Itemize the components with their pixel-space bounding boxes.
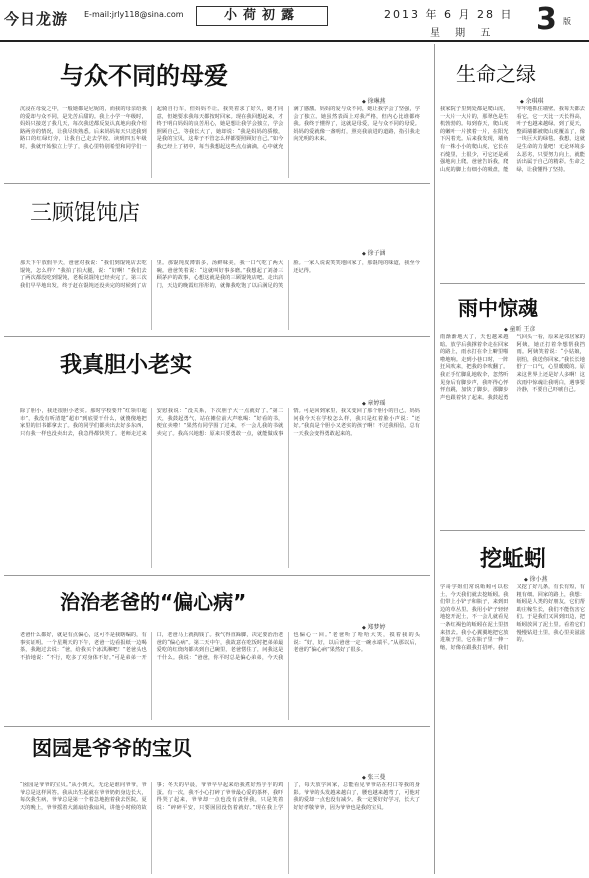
article-byline: ◆ 徐小燕 — [524, 574, 547, 583]
article-body: 学哥学姐们常说蚯蚓可以松土，今天我们就去挖蚯蚓。我们带上小铲子和瓶子，来到田边的草丛里。我用小铲子轻轻地挖开泥土，不一会儿就看见一条红褐色的蚯蚓在泥土里扭来扭去。我小心翼翼地把它放进瓶子里，它在瓶子里一伸一缩，好像在跟我打招呼。我们又挖了好几条，有长有短，有粗有细。回家的路上，我想：蚯蚓是人类的好朋友，它们帮助庄稼生长，我们不能伤害它们。于是我们又回到田边，把蚯蚓放回了泥土里。看着它们慢慢钻进土里，我心里美滋滋的。 — [440, 584, 585, 651]
article-title: 挖蚯蚓 — [480, 547, 547, 572]
article-byline: ◆ 童昕 王彦 — [504, 324, 535, 333]
article-byline: ◆ 余琪琪 — [520, 96, 543, 105]
article-title: 我真胆小老实 — [60, 353, 193, 378]
article-title: 三顾馄饨店 — [30, 201, 141, 226]
section-name: 小荷初露 — [196, 6, 328, 26]
article-divider — [4, 575, 430, 576]
article-divider — [4, 726, 430, 727]
article-byline: ◆ 章婷瑶 — [362, 398, 385, 407]
article-body: 那天下午放假半天，爸爸对我说：“我们到馄饨店去吃馄饨，怎么样？”我拍了拍大腿，说：“好啊！”我们去了两次都没吃到馄饨，老板说馄饨已经卖完了。第三次我们早早地出发，终于赶在馄饨还没卖完的时候到了店里。那馄饨皮薄馅多，汤鲜味美，我一口气吃了两大碗。爸爸笑着说：“这就叫好事多磨。”我想起了刘备三顾茅庐的故事，心想这就是我的三顾馄饨店吧。走出店门，天边的晚霞红彤彤的，就像我吃饱了以后满足的笑脸。一家人说说笑笑地回家了，那馄饨的味道，我至今还记得。 — [20, 260, 420, 289]
article-divider — [4, 336, 430, 337]
article-divider — [440, 283, 585, 284]
article-title: 囡园是爷爷的宝贝 — [32, 736, 192, 760]
page-header — [0, 0, 589, 42]
article-byline: ◆ 张三曼 — [362, 772, 385, 781]
article-body: 除了胆小，我还很胆小老实。那时学校要开“红领巾超市”，我没有听清楚“超市”到底要干什么，就傻傻地把家里的旧书都拿去了。我的同学们都卖出去好多东西，只有我一样也没卖出去，我急得都快哭了。老师走过来安慰我说：“没关系，下次胆子大一点就好了。”第二天，我鼓起勇气，站在摊位前大声吆喝：“好看的书，便宜卖啦！”果然有同学围了过来，不一会儿我的书就卖完了。我高兴地想：原来只要勇敢一点，就能做成事情。可是回到家里，我又变回了那个胆小的自己，妈妈问我今天在学校怎么样，我只是红着脸小声说：“还好。”我真是个胆小又老实的孩子啊！不过我相信，总有一天我会变得勇敢起来的。 — [20, 408, 420, 437]
column-name: 今日龙游 — [4, 10, 69, 28]
article-title: 雨中惊魂 — [458, 296, 538, 320]
article-title: 生命之绿 — [456, 62, 536, 86]
header-divider — [0, 40, 589, 42]
article-body: “囡园是爷爷的宝贝。”从小到大，无论是谁问爷爷，爷爷总是这样回答。我从出生起就在爷爷奶奶身边长大，每次我生病，爷爷总是第一个着急地抱着我去医院。夏天的晚上，爷爷摇着大蒲扇给我扇风，讲他小时候的故事；冬天的早晨，爷爷早早起来给我煮好热乎乎的鸡蛋。有一次，我不小心打碎了爷爷最心爱的茶杯，我吓得哭了起来，爷爷却一点也没有责怪我，只是笑着说：“碎碎平安，只要囡园没伤着就好。”现在我上学了，每天放学回家，总能看见爷爷站在村口等我的身影。爷爷的头发越来越白了，腰也越来越弯了，可他对我的爱却一点也没有减少。我一定要好好学习，长大了好好孝敬爷爷，因为爷爷也是我的宝贝。 — [20, 782, 420, 811]
article-body: 沉浸在母爱之中，一般她都是尼妮的，而我的母亲给我的爱却与众不同，是先苦后甜的。我上小学一年级时，妈妈只接送了我几天，每次我送都反复认真地向我介绍路两旁的情况，让我尽快熟悉。后来妈妈每天只送我到路口的红绿灯旁，让我自己走去学校。读到四五年级时，我就开始独立上学了，我心里特别希望和同学们一起骑自行车，但妈妈不让。我哭着求了好久，她才同意，但她要求我每天都按时回家。现在我回想起来，才终于明白妈妈的良苦用心，她是想让我学会独立，学会照顾自己。等我长大了，她却说：“我是妈妈的骄傲，是我的宝贝，这辈子不管怎么样都要照顾好自己。”如今我已经上了初中，每当我想起这些点点滴滴，心中就充满了感激。妈妈的爱与众不同，她让我学会了坚强，学会了独立。她虽然表面上对我严格，但内心比谁都疼我。我终于懂得了，这就是母爱，是与众不同的母爱。妈妈的爱就像一盏明灯，照亮我前进的道路，指引我走向光明的未来。 — [20, 106, 420, 150]
article-byline: ◆ 郑梦婷 — [362, 622, 385, 631]
article-divider — [440, 530, 585, 531]
article-body: 雨渐渐地大了，天也越来越暗。放学后我撑着伞走在回家的路上，雨水打在伞上噼里啪啦地响。走到小巷口时，一阵狂风吹来，把我的伞吹翻了。我正手忙脚乱地收伞，忽然听见身后有脚步声，我吓得心怦怦直跳，加快了脚步。那脚步声也跟着快了起来。我鼓起勇气回头一看，原来是邻居家的阿姨，她正打着伞想帮我挡雨。阿姨笑着说：“小姑娘，别怕，我送你回家。”我长长地舒了一口气，心里暖暖的。原来这世界上还是好人多啊！这次雨中惊魂让我明白，遇事要冷静，不要自己吓唬自己。 — [440, 334, 585, 401]
issue-date: 2013 年 6 月 28 日 — [384, 8, 514, 21]
article-body: 我家院子里到处都是爬山虎，一大片一大片的，那翠色是生机勃勃的。每到春天，爬山虎的嫩叶一片挨着一片，在阳光下闪着光。后来我发现，墙角有一株小小的爬山虎，它长在石缝里，土很少，可它还是顽强地向上爬。爸爸告诉我，爬山虎的脚上有细小的吸盘，能牢牢地抓住墙壁。我每天都去看它，它一天比一天长得高，叶子也越来越绿。到了夏天，整面墙都被爬山虎覆盖了，像一块巨大的绿毯。我想，这就是生命的力量吧！无论环境多么恶劣，只要努力向上，就能活出属于自己的精彩。生命之绿，让我懂得了坚持。 — [440, 106, 585, 173]
page-suffix: 版 — [563, 17, 571, 26]
page-number: 3 — [536, 2, 557, 37]
column-divider — [434, 44, 435, 874]
article-title: 与众不同的母爱 — [60, 62, 228, 90]
email-address[interactable]: E-mail:jrly118@sina.com — [84, 10, 184, 19]
article-body: 老爸什么都好，就是有点偏心，这可不是我瞎编的，有事实证明。一个星期天的下午，老爸一边看报纸一边喝茶，我跑过去说：“爸，给我买个冰淇淋吧！”老爸头也不抬地说：“不行，吃多了对身体不好。”可是弟弟一开口，老爸马上就掏钱了。我气得直跺脚，决定要治治老爸的“偏心病”。第二天中午，我故意在吃饭时把弟弟最爱吃的红烧肉都夹到自己碗里，老爸愣住了，问我这是干什么。我说：“爸爸，你平时总是偏心弟弟，今天我也偏心一回。”老爸听了哈哈大笑，摸着我的头说：“好，好，以后爸爸一定一碗水端平。”从那以后，老爸的“偏心病”果然好了很多。 — [20, 632, 420, 661]
article-byline: ◆ 徐琳燕 — [362, 96, 385, 105]
issue-weekday: 星 期 五 — [430, 28, 497, 39]
article-byline: ◆ 徐子涵 — [362, 248, 385, 257]
article-title: 治治老爸的“偏心病” — [60, 590, 247, 614]
article-divider — [4, 183, 430, 184]
